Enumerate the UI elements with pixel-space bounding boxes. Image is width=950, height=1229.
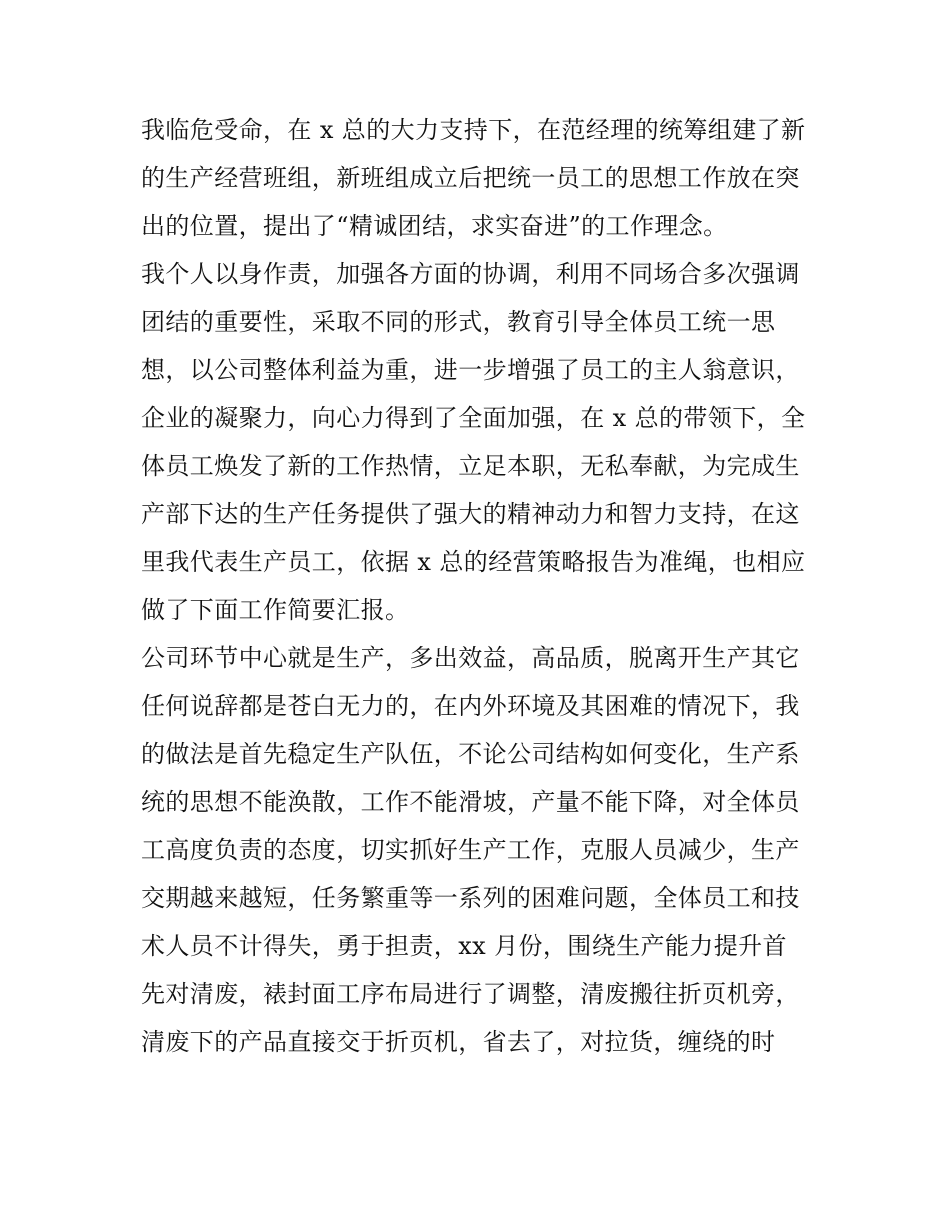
text-line: 想，以公司整体利益为重，进一步增强了员工的主人翁意识， <box>141 356 800 384</box>
text-line: 里我代表生产员工，依据 x 总的经营策略报告为准绳，也相应 <box>141 548 806 576</box>
text-line: 产部下达的生产任务提供了强大的精神动力和智力支持，在这 <box>141 500 800 528</box>
text-line: 做了下面工作简要汇报。 <box>141 596 410 624</box>
text-line: 工高度负责的态度，切实抓好生产工作，克服人员减少，生产 <box>141 836 800 864</box>
text-line: 我个人以身作责，加强各方面的协调，利用不同场合多次强调 <box>141 260 800 288</box>
text-line: 团结的重要性，采取不同的形式，教育引导全体员工统一思 <box>141 308 776 336</box>
text-line: 统的思想不能涣散，工作不能滑坡，产量不能下降，对全体员 <box>141 788 800 816</box>
text-line: 先对清废，裱封面工序布局进行了调整，清废搬往折页机旁， <box>141 980 800 1008</box>
text-line: 交期越来越短，任务繁重等一系列的困难问题，全体员工和技 <box>141 884 800 912</box>
text-line: 企业的凝聚力，向心力得到了全面加强，在 x 总的带领下，全 <box>141 404 806 432</box>
text-line: 的做法是首先稳定生产队伍，不论公司结构如何变化，生产系 <box>141 740 800 768</box>
document-body <box>141 106 821 1066</box>
paragraph-3 <box>141 634 821 1066</box>
text-line: 我临危受命，在 x 总的大力支持下，在范经理的统筹组建了新 <box>141 116 806 144</box>
text-line: 任何说辞都是苍白无力的，在内外环境及其困难的情况下，我 <box>141 692 800 720</box>
paragraph-1 <box>141 106 821 250</box>
text-line: 体员工焕发了新的工作热情，立足本职，无私奉献，为完成生 <box>141 452 800 480</box>
text-line: 出的位置，提出了“精诚团结，求实奋进”的工作理念。 <box>141 212 728 240</box>
text-line: 术人员不计得失，勇于担责，xx 月份，围绕生产能力提升首 <box>141 932 787 960</box>
text-line: 公司环节中心就是生产，多出效益，高品质，脱离开生产其它 <box>141 644 800 672</box>
paragraph-2 <box>141 250 821 634</box>
text-line: 清废下的产品直接交于折页机，省去了，对拉货，缠绕的时 <box>141 1028 776 1056</box>
text-line: 的生产经营班组，新班组成立后把统一员工的思想工作放在突 <box>141 164 800 192</box>
